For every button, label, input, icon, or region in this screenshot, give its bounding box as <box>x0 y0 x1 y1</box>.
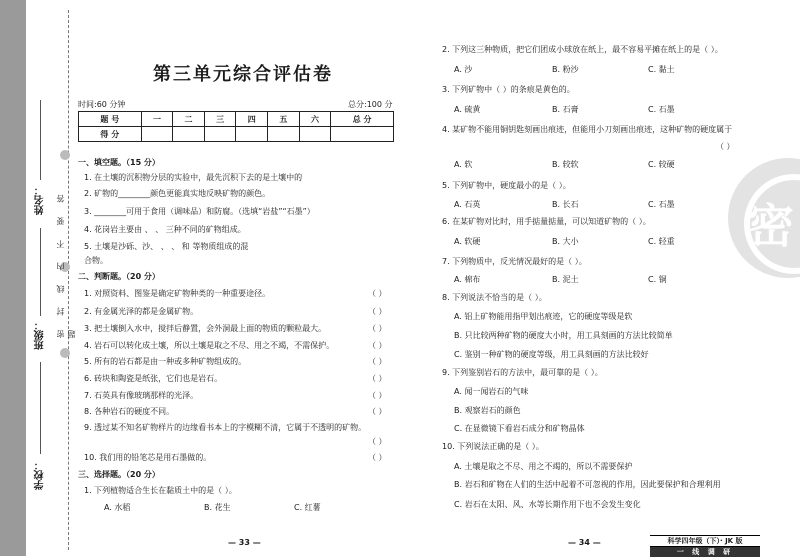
choice-option[interactable]: C. 黏土 <box>648 65 675 74</box>
judge-question: 3. 把土壤倒入水中，搅拌后静置，会外洞最上面的物质的颗粒最大。 <box>84 324 327 333</box>
section-choice: 三、选择题。（20 分） <box>78 470 160 479</box>
exam-time: 时间:60 分钟 <box>78 100 126 109</box>
score-cell[interactable] <box>331 127 394 142</box>
fill-question: 2. 矿物的________颜色更能真实地反映矿物的颜色。 <box>84 189 271 198</box>
answer-paren[interactable]: （ ） <box>368 307 387 316</box>
score-row-label: 得 分 <box>79 127 142 142</box>
score-cell[interactable] <box>141 127 173 142</box>
choice-option[interactable]: C. 较硬 <box>648 160 675 169</box>
choice-option[interactable]: C. 在显微镜下看岩石成分和矿物晶体 <box>454 424 585 433</box>
choice-question: 9. 下列鉴别岩石的方法中，最可靠的是（ ）。 <box>442 368 603 377</box>
choice-option[interactable]: B. 较软 <box>552 160 579 169</box>
choice-option[interactable]: C. 石墨 <box>648 200 675 209</box>
choice-option[interactable]: C. 石墨 <box>648 105 675 114</box>
judge-question: 2. 有金属光泽的都是金属矿物。 <box>84 307 199 316</box>
choice-option[interactable]: B. 泥土 <box>552 275 579 284</box>
choice-option[interactable]: C. 岩石在太阳、风、水等长期作用下也不会发生变化 <box>454 500 641 509</box>
fill-question: 4. 花岗岩主要由 、 、 三种不同的矿物组成。 <box>84 225 246 234</box>
binding-strip <box>0 0 26 556</box>
fill-question: 5. 土壤是沙砾、沙、 、 、 和 等物质组成的混 <box>84 242 249 251</box>
choice-option[interactable]: C. 鉴别一种矿物的硬度等级，用工具刻画的方法比较好 <box>454 350 649 359</box>
score-cell[interactable] <box>204 127 236 142</box>
answer-paren[interactable]: （ ） <box>368 453 387 462</box>
answer-paren[interactable]: （ ） <box>368 407 387 416</box>
binding-hole <box>60 150 70 160</box>
score-header: 题 号 <box>79 112 142 127</box>
school-label: 学校： <box>35 460 46 490</box>
section-fill: 一、填空题。（15 分） <box>78 158 160 167</box>
answer-paren[interactable]: （ ） <box>368 357 387 366</box>
badge-subject: 科学四年级（下）· JK 版 <box>650 535 760 547</box>
choice-option[interactable]: A. 土壤是取之不尽、用之不竭的，所以不需要保护 <box>454 462 633 471</box>
name-label: 姓名： <box>35 185 46 215</box>
choice-option[interactable]: A. 沙 <box>454 65 473 74</box>
page-number: — 33 — <box>228 538 261 547</box>
fill-question: 合物。 <box>84 256 108 265</box>
answer-paren[interactable]: （ ） <box>368 341 387 350</box>
choice-option[interactable]: B. 粉沙 <box>552 65 579 74</box>
choice-question: 1. 下列植物适合生长在黏质土中的是（ ）。 <box>84 486 237 495</box>
choice-option[interactable]: A. 软硬 <box>454 237 481 246</box>
choice-option[interactable]: B. 石膏 <box>552 105 579 114</box>
score-header: 二 <box>173 112 205 127</box>
score-cell[interactable] <box>236 127 268 142</box>
choice-option[interactable]: A. 软 <box>454 160 473 169</box>
judge-question: 4. 岩石可以转化成土壤，所以土壤是取之不尽、用之不竭，不需保护。 <box>84 341 335 350</box>
choice-option[interactable]: A. 闻一闻岩石的气味 <box>454 387 529 396</box>
choice-option[interactable]: B. 只比较两种矿物的硬度大小时，用工具刻画的方法比较简单 <box>454 331 673 340</box>
judge-question: 5. 所有的岩石都是由一种或多种矿物组成的。 <box>84 357 247 366</box>
score-cell[interactable] <box>173 127 205 142</box>
choice-option[interactable]: C. 铜 <box>648 275 667 284</box>
class-label: 班级： <box>35 320 46 350</box>
answer-paren[interactable]: （ ） <box>368 324 387 333</box>
publisher-badge <box>650 535 760 557</box>
answer-paren[interactable]: （ ） <box>368 374 387 383</box>
judge-question: 8. 各种岩石的硬度不同。 <box>84 407 175 416</box>
score-cell[interactable] <box>268 127 300 142</box>
answer-paren[interactable]: （ ） <box>368 289 387 298</box>
answer-paren[interactable]: （ ） <box>368 391 387 400</box>
choice-option[interactable]: A. 硫黄 <box>454 105 481 114</box>
fill-question: 1. 在土壤的沉积物分层的实验中，最先沉积下去的是土壤中的 <box>84 173 303 182</box>
seal-notice: 密 封 线 内 不 要 答 题 <box>56 188 76 338</box>
choice-question: 8. 下列说法不恰当的是（ ）。 <box>442 293 547 302</box>
score-header: 六 <box>299 112 331 127</box>
choice-option[interactable]: B. 大小 <box>552 237 579 246</box>
page-title: 第三单元综合评估卷 <box>153 64 333 85</box>
score-table <box>78 111 394 142</box>
judge-question: 10. 我们用的铅笔芯是用石墨做的。 <box>84 453 212 462</box>
badge-brand: 一 线 调 研 <box>650 547 760 557</box>
choice-option[interactable]: A. 铝上矿物能用指甲划出痕迹，它的硬度等级是软 <box>454 312 633 321</box>
choice-question: 5. 下列矿物中，硬度最小的是（ ）。 <box>442 181 571 190</box>
choice-question: 6. 在某矿物对比时，用手掂量掂量，可以知道矿物的（ ）。 <box>442 217 651 226</box>
score-header: 四 <box>236 112 268 127</box>
choice-question: 7. 下列物质中，反光情况最好的是（ ）。 <box>442 257 587 266</box>
binding-hole <box>60 348 70 358</box>
score-header: 一 <box>141 112 173 127</box>
score-header: 五 <box>268 112 300 127</box>
score-cell[interactable] <box>299 127 331 142</box>
answer-paren[interactable]: （ ） <box>716 142 735 151</box>
fill-question: 3. ________可用于食用（调味品）和防腐。（选填“岩盐”“石墨”） <box>84 207 315 216</box>
choice-option[interactable]: C. 轻重 <box>648 237 675 246</box>
page-number: — 34 — <box>568 538 601 547</box>
right-page <box>420 0 790 556</box>
judge-question: 1. 对照资料、图鉴是确定矿物种类的一种重要途径。 <box>84 289 271 298</box>
answer-paren[interactable]: （ ） <box>368 437 387 446</box>
score-header: 三 <box>204 112 236 127</box>
judge-question: 9. 透过某不知名矿物样片的边缘看书本上的字模糊不清，它属于不透明的矿物。 <box>84 423 367 432</box>
section-judge: 二、判断题。（20 分） <box>78 272 160 281</box>
choice-option[interactable]: C. 红薯 <box>294 503 321 512</box>
seal-watermark-glyph: 密 <box>748 199 794 253</box>
choice-question: 3. 下列矿物中（ ）的条痕是黄色的。 <box>442 85 575 94</box>
school-line <box>40 362 41 454</box>
class-line <box>40 228 41 316</box>
judge-question: 6. 砖块和陶瓷是纸张，它们也是岩石。 <box>84 374 223 383</box>
choice-option[interactable]: B. 长石 <box>552 200 579 209</box>
choice-option[interactable]: A. 石英 <box>454 200 481 209</box>
choice-option[interactable]: A. 棉布 <box>454 275 481 284</box>
choice-option[interactable]: B. 花生 <box>204 503 231 512</box>
choice-question: 2. 下列这三种物质，把它们团成小球放在纸上，最不容易平摊在纸上的是（ ）。 <box>442 45 723 54</box>
choice-question: 4. 某矿物不能用铜钥匙刻画出痕迹，但能用小刀刻画出痕迹，这种矿物的硬度属于 <box>442 125 733 134</box>
score-header: 总 分 <box>331 112 394 127</box>
exam-total: 总分:100 分 <box>348 100 393 109</box>
choice-question: 10. 下列说法正确的是（ ）。 <box>442 442 544 451</box>
choice-option[interactable]: B. 岩石和矿物在人们的生活中起着不可忽视的作用，因此要保护和合理利用 <box>454 480 721 489</box>
left-page <box>78 0 408 556</box>
judge-question: 7. 石英具有像玻璃那样的光泽。 <box>84 391 199 400</box>
name-line <box>40 100 41 180</box>
choice-option[interactable]: B. 观察岩石的颜色 <box>454 406 521 415</box>
choice-option[interactable]: A. 水稻 <box>104 503 131 512</box>
